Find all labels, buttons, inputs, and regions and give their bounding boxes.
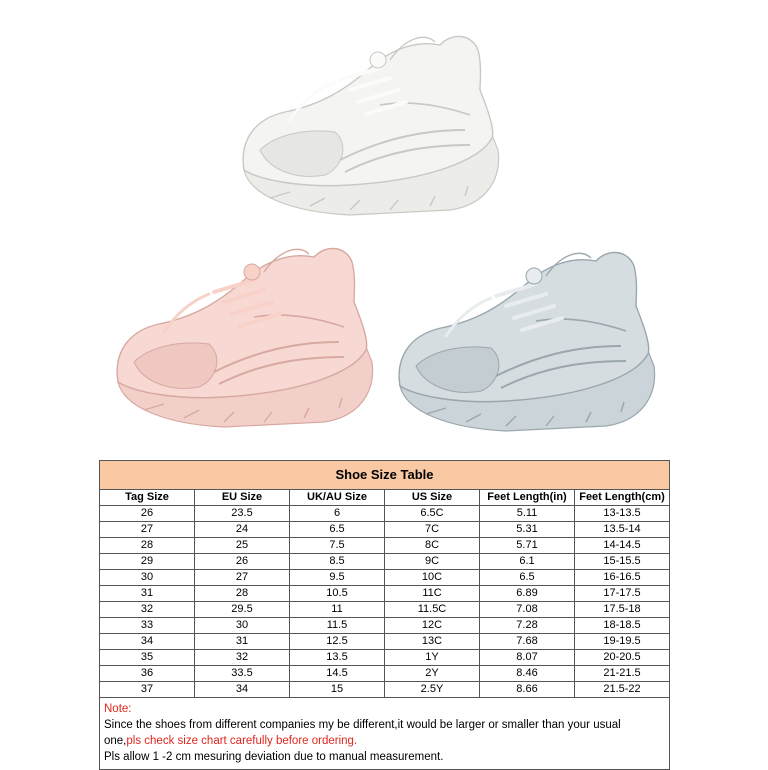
table-row [100,618,670,634]
table-row [100,682,670,698]
cell-uk-au-size: 6.5 [290,522,385,538]
cell-us-size: 7C [385,522,480,538]
cell-feet-length-cm: 18-18.5 [575,618,670,634]
cell-feet-length-cm: 13-13.5 [575,506,670,522]
note-line-3: Pls allow 1 -2 cm mesuring deviation due to manual measurement. [104,751,444,763]
cell-eu-size: 30 [195,618,290,634]
cell-us-size: 2Y [385,666,480,682]
note-warning: pls check size chart carefully before ordering. [126,735,358,747]
cell-us-size: 13C [385,634,480,650]
cell-uk-au-size: 6 [290,506,385,522]
cell-eu-size: 31 [195,634,290,650]
sneaker-white-icon [230,20,510,230]
cell-eu-size: 29.5 [195,602,290,618]
header-tag-size: Tag Size [100,490,195,506]
cell-feet-length-in: 5.11 [480,506,575,522]
sneaker-grey-image [386,236,666,446]
cell-tag-size: 37 [100,682,195,698]
cell-uk-au-size: 7.5 [290,538,385,554]
cell-us-size: 11.5C [385,602,480,618]
cell-feet-length-in: 5.31 [480,522,575,538]
cell-us-size: 12C [385,618,480,634]
cell-tag-size: 32 [100,602,195,618]
sneaker-white-image [230,20,510,230]
cell-feet-length-cm: 17-17.5 [575,586,670,602]
cell-feet-length-cm: 21-21.5 [575,666,670,682]
notes [99,698,670,770]
cell-tag-size: 30 [100,570,195,586]
sneaker-pink-icon [104,232,384,442]
cell-uk-au-size: 11.5 [290,618,385,634]
cell-feet-length-in: 7.68 [480,634,575,650]
table-title: Shoe Size Table [100,461,670,490]
cell-eu-size: 27 [195,570,290,586]
note-heading: Note: [104,703,132,715]
cell-eu-size: 34 [195,682,290,698]
table-body [100,506,670,698]
cell-eu-size: 28 [195,586,290,602]
cell-eu-size: 23.5 [195,506,290,522]
note-line-2-prefix: one, [104,735,127,747]
size-table [99,460,670,698]
cell-feet-length-cm: 17.5-18 [575,602,670,618]
cell-feet-length-in: 6.89 [480,586,575,602]
cell-feet-length-in: 7.28 [480,618,575,634]
cell-uk-au-size: 12.5 [290,634,385,650]
cell-eu-size: 25 [195,538,290,554]
cell-feet-length-cm: 16-16.5 [575,570,670,586]
cell-us-size: 6.5C [385,506,480,522]
sneaker-grey-icon [386,236,666,446]
table-row [100,602,670,618]
cell-eu-size: 33.5 [195,666,290,682]
sneaker-pink-image [104,232,384,442]
header-uk-au-size: UK/AU Size [290,490,385,506]
cell-tag-size: 27 [100,522,195,538]
note-line-1: Since the shoes from different companies my be different,it would be larger or smaller than your usual [104,719,621,731]
table-row [100,554,670,570]
table-row [100,538,670,554]
cell-uk-au-size: 9.5 [290,570,385,586]
cell-feet-length-in: 5.71 [480,538,575,554]
table-row [100,522,670,538]
cell-uk-au-size: 15 [290,682,385,698]
cell-uk-au-size: 11 [290,602,385,618]
cell-feet-length-cm: 21.5-22 [575,682,670,698]
size-chart [99,460,670,770]
cell-uk-au-size: 10.5 [290,586,385,602]
cell-feet-length-cm: 13.5-14 [575,522,670,538]
cell-eu-size: 26 [195,554,290,570]
cell-us-size: 1Y [385,650,480,666]
cell-feet-length-cm: 14-14.5 [575,538,670,554]
cell-tag-size: 33 [100,618,195,634]
cell-tag-size: 29 [100,554,195,570]
cell-us-size: 11C [385,586,480,602]
note-line-2 [104,733,665,749]
cell-feet-length-in: 7.08 [480,602,575,618]
cell-eu-size: 32 [195,650,290,666]
cell-feet-length-in: 8.07 [480,650,575,666]
cell-feet-length-cm: 15-15.5 [575,554,670,570]
table-row [100,506,670,522]
header-feet-length-cm: Feet Length(cm) [575,490,670,506]
cell-us-size: 9C [385,554,480,570]
cell-feet-length-cm: 19-19.5 [575,634,670,650]
cell-feet-length-in: 8.46 [480,666,575,682]
cell-us-size: 8C [385,538,480,554]
table-row [100,634,670,650]
cell-tag-size: 36 [100,666,195,682]
cell-uk-au-size: 8.5 [290,554,385,570]
cell-us-size: 2.5Y [385,682,480,698]
header-eu-size: EU Size [195,490,290,506]
table-row [100,666,670,682]
header-feet-length-in: Feet Length(in) [480,490,575,506]
cell-tag-size: 35 [100,650,195,666]
cell-us-size: 10C [385,570,480,586]
cell-eu-size: 24 [195,522,290,538]
cell-uk-au-size: 13.5 [290,650,385,666]
cell-tag-size: 28 [100,538,195,554]
header-us-size: US Size [385,490,480,506]
cell-tag-size: 31 [100,586,195,602]
table-row [100,570,670,586]
table-row [100,650,670,666]
cell-feet-length-in: 6.1 [480,554,575,570]
cell-feet-length-in: 8.66 [480,682,575,698]
table-row [100,586,670,602]
table-header-row [100,490,670,506]
cell-tag-size: 26 [100,506,195,522]
cell-tag-size: 34 [100,634,195,650]
cell-feet-length-cm: 20-20.5 [575,650,670,666]
cell-uk-au-size: 14.5 [290,666,385,682]
cell-feet-length-in: 6.5 [480,570,575,586]
